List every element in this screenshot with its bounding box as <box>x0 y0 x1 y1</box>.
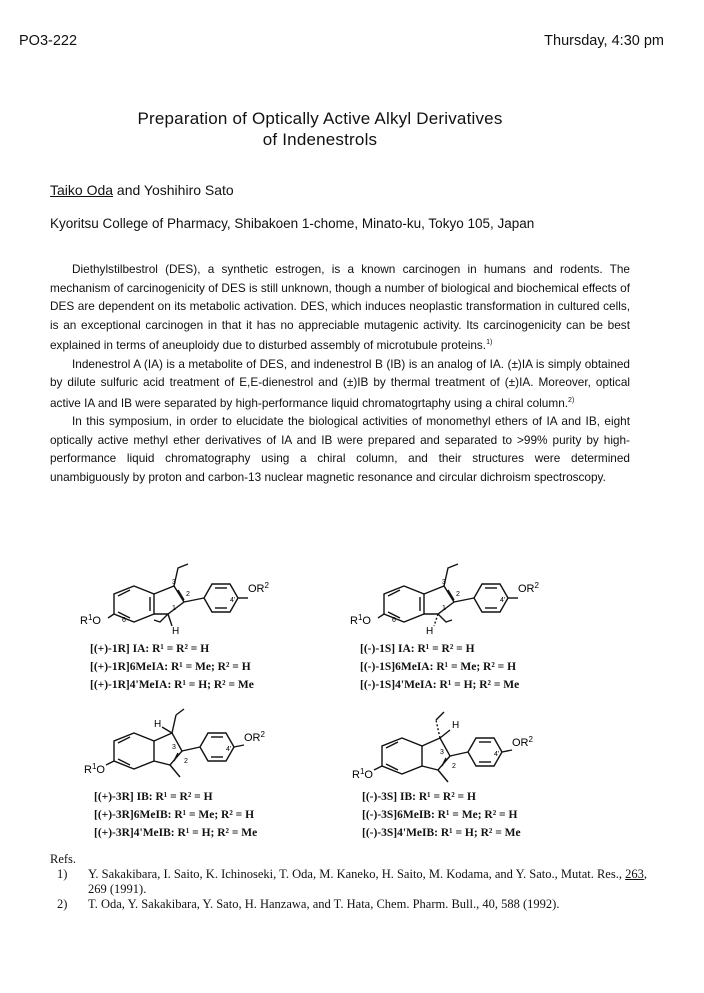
locant-1: 1 <box>442 605 446 612</box>
or2-label: $OR^2$ <box>518 581 539 595</box>
citation-1: 1) <box>486 339 493 346</box>
compound-list-3s <box>362 788 521 842</box>
r1o-label: $R^1O$ <box>80 613 101 627</box>
paragraph-2-text: Indenestrol A (IA) is a metabolite of DES, and indenestrol B (IB) is an analog of IA. (±)IA is simply obtained by dilute sulfuric acid treatment of E,E-dienestrol and (±)IB by thermal treatment of (±)IA. Moreover, optical active IA and IB were separated by high-performance liquid chromatogrtaphy using a chiral column. <box>50 356 630 410</box>
compound-label: [(-)-1S] IA: R¹ = R² = H <box>360 643 475 655</box>
locant-2: 2 <box>184 758 188 765</box>
abstract-body <box>50 260 630 486</box>
reference-2 <box>50 897 648 912</box>
benzene-ring <box>114 586 154 622</box>
compound-label: [(+)-3R]6MeIB: R¹ = Me; R² = H <box>94 809 255 821</box>
compound-label: [(-)-1S]4'MeIA: R¹ = H; R² = Me <box>360 679 520 691</box>
locant-2: 2 <box>452 763 456 770</box>
compound-label: [(+)-3R] IB: R¹ = R² = H <box>94 791 213 803</box>
locant-4: 4' <box>500 597 506 604</box>
compound-label: [(+)-1R]4'MeIA: R¹ = H; R² = Me <box>90 679 254 691</box>
locant-4: 4' <box>230 597 236 604</box>
locant-1: 1 <box>172 605 176 612</box>
h-label: H <box>154 719 162 730</box>
title-line-1: Preparation of Optically Active Alkyl Derivatives <box>137 109 503 128</box>
h-label: H <box>452 720 460 731</box>
references <box>50 852 648 912</box>
volume-number: 263 <box>625 867 644 881</box>
co-authors: and Yoshihiro Sato <box>113 182 234 198</box>
or2-label: $OR^2$ <box>244 730 265 744</box>
h-label: H <box>172 626 180 637</box>
presenting-author: Taiko Oda <box>50 182 114 198</box>
reference-text: Y. Sakakibara, I. Saito, K. Ichinoseki, T. Oda, M. Kaneko, H. Saito, M. Kodama, and Y. Sato., Mutat. Res., <box>88 867 626 881</box>
reference-text: T. Oda, Y. Sakakibara, Y. Sato, H. Hanzawa, and T. Hata, Chem. Pharm. Bull., 40, 588 (1992). <box>88 897 560 911</box>
locant-3: 3 <box>172 579 176 586</box>
citation-2: 2) <box>568 396 575 404</box>
locant-4: 4' <box>494 751 500 758</box>
r1o-label: $R^1O$ <box>350 613 371 627</box>
locant-2: 2 <box>456 591 460 598</box>
r1o-label: $R^1O$ <box>352 767 373 781</box>
r1o-label: $R^1O$ <box>84 762 105 776</box>
or2-label: $OR^2$ <box>248 581 269 595</box>
compound-list-1s <box>360 640 519 694</box>
affiliation: Kyoritsu College of Pharmacy, Shibakoen 1-chome, Minato-ku, Tokyo 105, Japan <box>50 216 535 231</box>
compound-label: [(+)-3R]4'MeIB: R¹ = H; R² = Me <box>94 827 258 839</box>
session-time: Thursday, 4:30 pm <box>544 33 664 49</box>
locant-2: 2 <box>186 591 190 598</box>
paragraph-1 <box>50 260 630 355</box>
structure-3s-indenestrol-b <box>352 710 552 795</box>
h-label: H <box>426 626 434 637</box>
reference-1 <box>50 867 648 897</box>
reference-text: , 269 (1991). <box>88 867 647 896</box>
compound-list-3r <box>94 788 257 842</box>
references-heading: Refs. <box>50 852 77 866</box>
locant-4: 4' <box>226 746 232 753</box>
structure-1r-indenestrol-a <box>80 560 310 640</box>
compound-label: [(+)-1R] IA: R¹ = R² = H <box>90 643 210 655</box>
locant-3: 3 <box>440 749 444 756</box>
compound-label: [(-)-3S] IB: R¹ = R² = H <box>362 791 476 803</box>
locant-3: 3 <box>442 579 446 586</box>
compound-label: [(-)-3S]4'MeIB: R¹ = H; R² = Me <box>362 827 521 839</box>
reference-number: 2) <box>57 897 68 911</box>
paragraph-2 <box>50 355 630 413</box>
five-ring <box>154 586 184 614</box>
paper-title <box>0 108 640 150</box>
paragraph-3: In this symposium, in order to elucidate the biological activities of monomethyl ethers of IA and IB, eight optically active methyl ether derivatives of IA and IB were prepared and separated to >99% purity by high-performance liquid chromatography using a chiral column, and their structures were determined unambiguously by proton and carbon-13 nuclear magnetic resonance and circular dichroism spectroscopy. <box>50 414 630 484</box>
locant-6: 6 <box>392 617 396 624</box>
or2-label: $OR^2$ <box>512 735 533 749</box>
compound-label: [(-)-3S]6MeIB: R¹ = Me; R² = H <box>362 809 518 821</box>
locant-3: 3 <box>172 744 176 751</box>
authors <box>50 182 234 198</box>
compound-label: [(-)-1S]6MeIA: R¹ = Me; R² = H <box>360 661 517 673</box>
structure-3r-indenestrol-b <box>84 705 284 790</box>
locant-6: 6 <box>122 617 126 624</box>
title-line-2: of Indenestrols <box>262 130 378 149</box>
compound-label: [(+)-1R]6MeIA: R¹ = Me; R² = H <box>90 661 251 673</box>
poster-number: PO3-222 <box>19 33 78 49</box>
paragraph-1-text: Diethylstilbestrol (DES), a synthetic estrogen, is a known carcinogen in humans and rodents. The mechanism of carcinogenicity of DES is still unknown, though a number of biological and biochemical effects of DES are dependent on its metabolic activation. DES, which induces neoplastic transformation in cultured cells, is an exceptional carcinogen in that it has no appreciable mutagenic activity. Its carcinogenicity can be best explained in terms of aneuploidy due to disturbed assembly of microtubule proteins. <box>50 262 630 352</box>
compound-list-1r <box>90 640 254 694</box>
structure-1s-indenestrol-a <box>350 560 580 640</box>
reference-number: 1) <box>57 867 68 881</box>
